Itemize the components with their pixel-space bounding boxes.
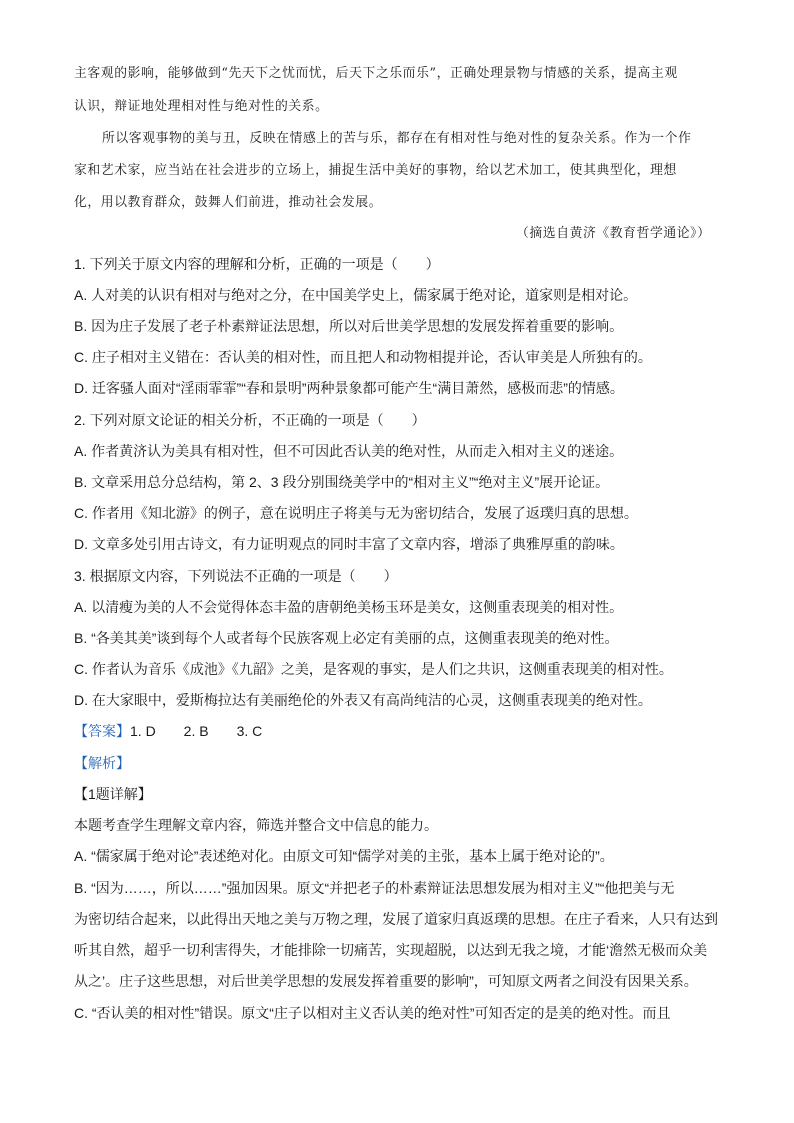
analysis-line: 从之’。庄子这些思想，对后世美学思想的发展发挥着重要的影响”，可知原文两者之间没有因果关系。 [74, 973, 698, 989]
analysis-line: C. “否认美的相对性”错误。原文“庄子以相对主义否认美的绝对性”可知否定的是美的绝对性。而且 [74, 1005, 671, 1021]
passage-source: （摘选自黄济《教育哲学通论》） [516, 226, 711, 241]
question-option: C. 作者认为音乐《成池》《九韶》之美，是客观的事实，是人们之共识，这侧重表现美的相对性。 [74, 661, 673, 677]
question-option: D. 文章多处引用古诗文，有力证明观点的同时丰富了文章内容，增添了典雅厚重的韵味。 [74, 536, 624, 552]
question-option: A. 以清瘦为美的人不会觉得体态丰盈的唐朝绝美杨玉环是美女，这侧重表现美的相对性。 [74, 599, 624, 615]
question-stem: 2. 下列对原文论证的相关分析，不正确的一项是（ ） [74, 412, 426, 428]
question-stem: 3. 根据原文内容，下列说法不正确的一项是（ ） [74, 568, 398, 584]
passage-line: 家和艺术家，应当站在社会进步的立场上，捕捉生活中美好的事物，给以艺术加工，使其典型化，理想 [74, 163, 677, 178]
analysis-line: B. “因为……，所以……”强加因果。原文“并把老子的朴素辩证法思想发展为相对主义”“他把美与无 [74, 880, 675, 896]
question-option: D. 在大家眼中，爱斯梅拉达有美丽绝伦的外表又有高尚纯洁的心灵，这侧重表现美的绝对性。 [74, 692, 652, 708]
passage-line: 化，用以教育群众，鼓舞人们前进，推动社会发展。 [74, 195, 383, 210]
analysis-subheading: 【1题详解】 [74, 786, 152, 802]
question-option: B. 文章采用总分总结构，第 2、3 段分别围绕美学中的“相对主义”“绝对主义”展开论证。 [74, 474, 610, 490]
analysis-line: 听其自然，超乎一切利害得失，才能排除一切痛苦，实现超脱，以达到无我之境，才能‘澹然无极而众美 [74, 942, 708, 958]
analysis-line: 本题考查学生理解文章内容，筛选并整合文中信息的能力。 [74, 817, 438, 833]
question-option: B. 因为庄子发展了老子朴素辩证法思想，所以对后世美学思想的发展发挥着重要的影响。 [74, 318, 624, 334]
question-option: D. 迁客骚人面对“淫雨霏霏”“春和景明”两种景象都可能产生“满目萧然，感极而悲”的情感。 [74, 380, 624, 396]
analysis-label: 【解析】 [74, 755, 130, 771]
answer-row [74, 721, 262, 741]
question-option: A. 作者黄济认为美具有相对性，但不可因此否认美的绝对性，从而走入相对主义的迷途。 [74, 443, 624, 459]
passage-line: 所以客观事物的美与丑，反映在情感上的苦与乐，都存在有相对性与绝对性的复杂关系。作为一个作 [102, 131, 692, 146]
analysis-line: 为密切结合起来，以此得出天地之美与万物之理，发展了道家归真返璞的思想。在庄子看来，人只有达到 [74, 911, 718, 927]
question-stem: 1. 下列关于原文内容的理解和分析，正确的一项是（ ） [74, 256, 440, 272]
question-option: C. 庄子相对主义错在：否认美的相对性，而且把人和动物相提并论，否认审美是人所独有的。 [74, 349, 652, 365]
question-option: C. 作者用《知北游》的例子，意在说明庄子将美与无为密切结合，发展了返璞归真的思想。 [74, 505, 638, 521]
answer-text: 1. D 2. B 3. C [130, 723, 263, 739]
passage-line: 主客观的影响，能够做到“先天下之忧而忧，后天下之乐而乐”，正确处理景物与情感的关系，提高主观 [74, 66, 678, 81]
answer-label: 【答案】 [74, 723, 130, 739]
question-option: A. 人对美的认识有相对与绝对之分，在中国美学史上，儒家属于绝对论，道家则是相对论。 [74, 287, 638, 303]
analysis-line: A. “儒家属于绝对论”表述绝对化。由原文可知“儒学对美的主张，基本上属于绝对论的”。 [74, 848, 614, 864]
question-option: B. “各美其美”谈到每个人或者每个民族客观上必定有美丽的点，这侧重表现美的绝对性。 [74, 630, 619, 646]
passage-line: 认识，辩证地处理相对性与绝对性的关系。 [74, 99, 329, 114]
